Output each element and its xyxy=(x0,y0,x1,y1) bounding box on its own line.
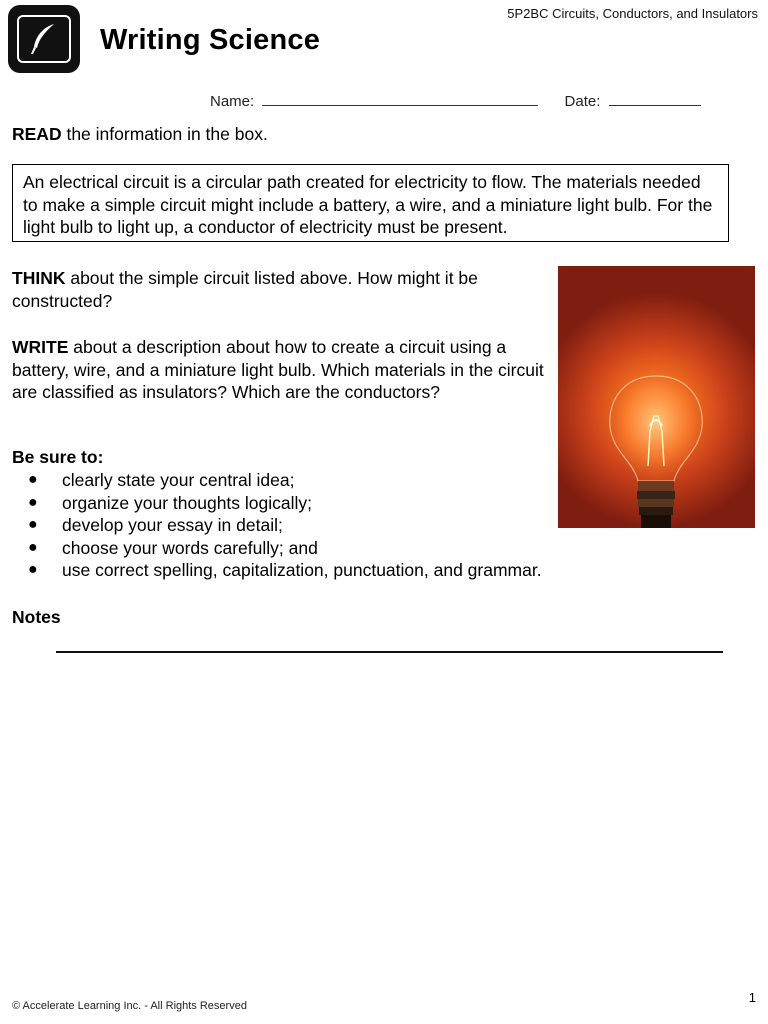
write-prompt xyxy=(12,336,557,404)
checklist xyxy=(12,469,542,582)
read-keyword: READ xyxy=(12,124,62,144)
date-field[interactable] xyxy=(609,91,701,106)
info-box xyxy=(12,164,729,242)
think-keyword: THINK xyxy=(12,268,66,288)
brand-logo xyxy=(8,5,80,73)
bullet-icon: ● xyxy=(28,493,38,511)
read-text: the information in the box. xyxy=(61,124,268,144)
name-date-row xyxy=(210,91,701,110)
info-box-text: An electrical circuit is a circular path created for electricity to flow. The materials needed to make a simple circuit might include a battery, a wire, and a miniature light bulb. For the light bulb to light up, a conductor of electricity must be present. xyxy=(23,172,713,237)
name-field[interactable] xyxy=(262,91,538,106)
list-item: ● clearly state your central idea; xyxy=(28,470,295,490)
date-label: Date: xyxy=(564,93,601,110)
write-text: about a description about how to create a circuit using a battery, wire, and a miniature light bulb. Which materials in the circuit are classified as insulators? Which are the conductors? xyxy=(12,337,544,402)
think-text: about the simple circuit listed above. How might it be constructed? xyxy=(12,268,478,311)
bullet-icon: ● xyxy=(28,516,38,533)
copyright-footer: © Accelerate Learning Inc. - All Rights Reserved xyxy=(12,1000,247,1012)
list-item: ● organize your thoughts logically; xyxy=(28,492,313,513)
name-label: Name: xyxy=(210,93,255,110)
document-reference: 5P2BC Circuits, Conductors, and Insulators xyxy=(507,6,758,21)
bullet-icon: ● xyxy=(28,561,38,578)
page-number: 1 xyxy=(748,990,756,1005)
write-keyword: WRITE xyxy=(12,337,69,357)
notes-writing-line[interactable] xyxy=(56,651,723,653)
page-title: Writing Science xyxy=(100,24,321,56)
list-item: ● use correct spelling, capitalization, punctuation, and grammar. xyxy=(28,560,542,580)
bullet-icon: ● xyxy=(28,538,38,556)
light-bulb-photo xyxy=(558,266,755,528)
bullet-icon: ● xyxy=(28,471,38,488)
list-item: ● choose your words carefully; and xyxy=(28,537,318,558)
read-instruction xyxy=(12,123,268,146)
quill-pen-icon xyxy=(17,15,71,63)
list-item: ● develop your essay in detail; xyxy=(28,515,283,535)
think-prompt xyxy=(12,267,552,312)
notes-heading: Notes xyxy=(12,607,61,627)
checklist-heading: Be sure to: xyxy=(12,447,104,467)
